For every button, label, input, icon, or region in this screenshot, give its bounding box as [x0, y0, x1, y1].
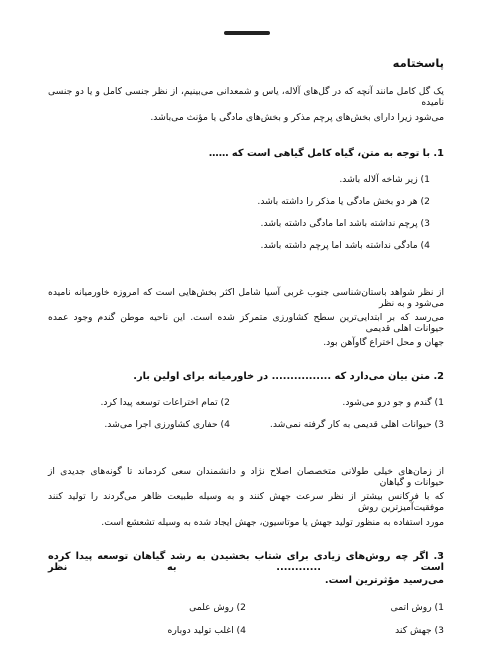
- q1-option-2: 2) هر دو بخش مادگی یا مذکر را داشته باشد.: [257, 196, 430, 207]
- passage-1-line-2: می‌شود زیرا دارای بخش‌های پرچم مذکر و بخش‌های مادگی یا مؤنث می‌باشد.: [150, 112, 444, 123]
- q2-option-2: 2) تمام اختراعات توسعه پیدا کرد.: [100, 397, 230, 408]
- q1-option-3: 3) پرچم نداشته باشد اما مادگی داشته باشد.: [260, 218, 430, 229]
- top-decorative-line: [224, 31, 270, 35]
- question-3-line-2: می‌رسید مؤثرترین است.: [324, 575, 444, 586]
- q2-option-1: 1) گندم و جو درو می‌شود.: [342, 397, 444, 408]
- answer-heading: پاسختامه: [392, 56, 444, 70]
- passage-3-line-3: مورد استفاده به منظور تولید جهش یا موتاسیون، جهش ایجاد شده به وسیله تشعشع است.: [101, 517, 444, 528]
- q1-option-4: 4) مادگی نداشته باشد اما پرچم داشته باشد.: [260, 240, 430, 251]
- question-3-line-1: 3. اگر چه روش‌های زیادی برای شتاب بخشیدن به رشد گیاهان توسعه پیدا کرده است ............ به نظر: [48, 551, 444, 573]
- q3-option-1: 1) روش اتمی: [390, 602, 444, 613]
- passage-3-line-2: که با فرکانس بیشتر از نظر سرعت جهش کنند و به وسیله طبیعت ظاهر می‌گردند را تولید کنند موفقیت‌آمیزترین روش: [48, 491, 444, 513]
- q3-option-2: 2) روش علمی: [189, 602, 246, 613]
- q3-option-4: 4) اغلب تولید دوباره: [167, 625, 246, 636]
- passage-2-line-3: جهان و محل اختراع گاوآهن بود.: [323, 337, 444, 348]
- q2-option-3: 3) حیوانات اهلی قدیمی به کار گرفته نمی‌شد.: [269, 419, 444, 430]
- q2-option-4: 4) حفاری کشاورزی اجرا می‌شد.: [104, 419, 230, 430]
- q1-option-1: 1) زیر شاخه آلاله باشد.: [339, 174, 430, 185]
- passage-2-line-2: می‌رسد که بر ابتدایی‌ترین سطح کشاورزی متمرکز شده است. این ناحیه موطن گندم وجود عمده حیوانات اهلی قدیمی: [48, 312, 444, 334]
- question-1: 1. با توجه به متن، گیاه کامل گیاهی است که ……: [208, 148, 444, 159]
- q3-option-3: 3) جهش کند: [395, 625, 444, 636]
- passage-3-line-1: از زمان‌های خیلی طولانی متخصصان اصلاح نژاد و دانشمندان سعی کردماند تا گونه‌های جدیدی از حیوانات و گیاهان: [48, 466, 444, 488]
- passage-2-line-1: از نظر شواهد باستان‌شناسی جنوب غربی آسیا شامل اکثر بخش‌هایی است که امروزه خاورمیانه نامیده می‌شود و به نظر: [48, 287, 444, 309]
- question-2: 2. متن بیان می‌دارد که ................ در خاورمیانه برای اولین بار.: [133, 371, 444, 382]
- passage-1-line-1: یک گل کامل مانند آنچه که در گل‌های آلاله، یاس و شمعدانی می‌بینیم، از نظر جنسی کامل و یا دو جنسی نامیده: [48, 86, 444, 108]
